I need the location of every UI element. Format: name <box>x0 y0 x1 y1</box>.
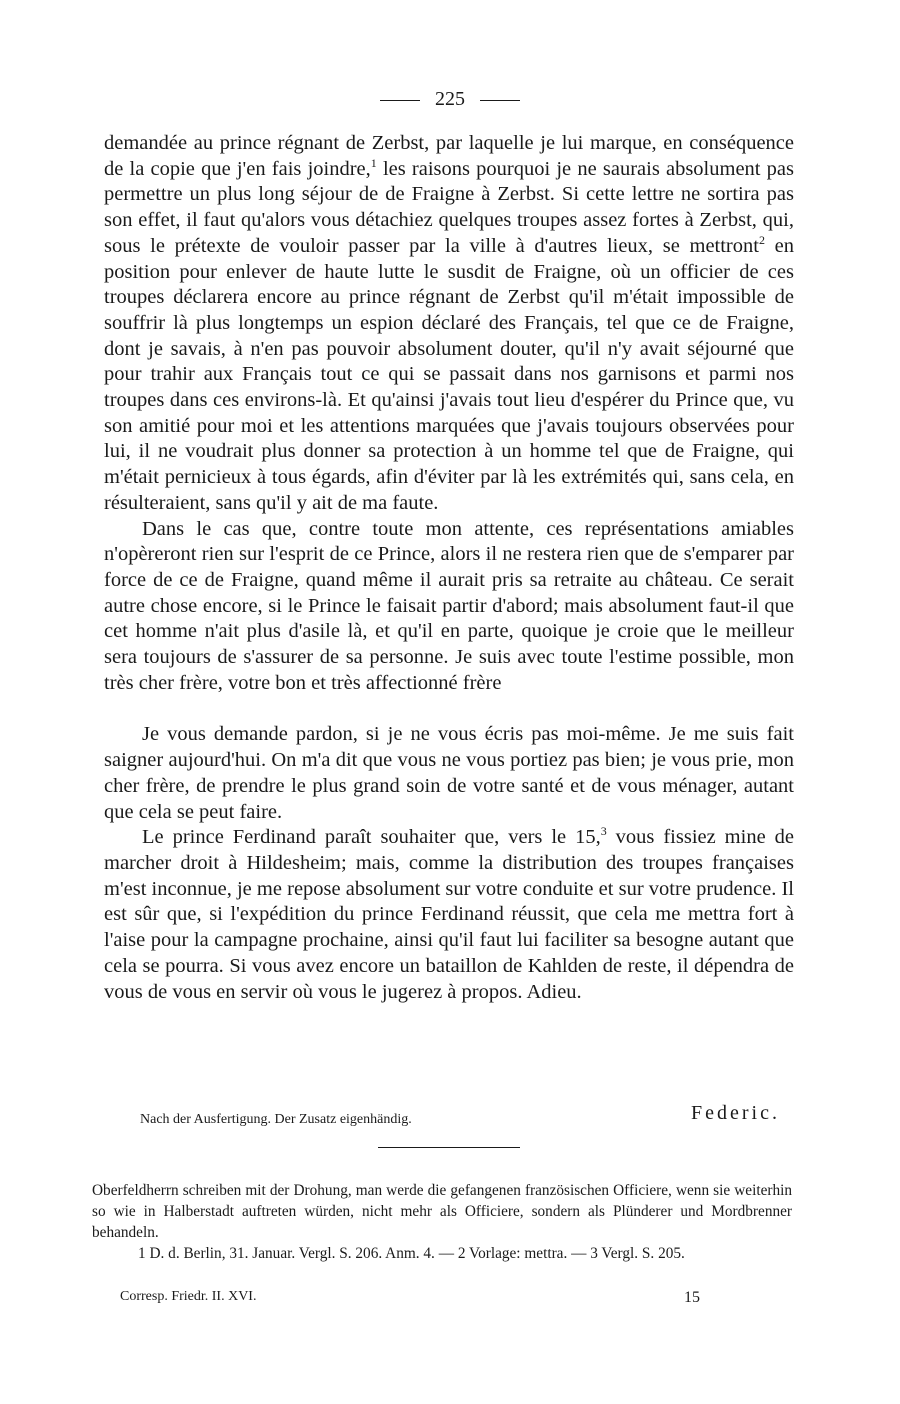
paragraph-2: Dans le cas que, contre toute mon attente, ces représentations amiables n'opèreront rien sur l'esprit de ce Prince, alors il ne restera rien que de s'emparer par force de ce de Fraigne, quand même il aurait pris sa retraite au château. Ce serait autre chose encore, si le Prince le faisait partir d'abord; mais absolument faut-il que cet homme n'ait plus d'asile là, et qu'il en parte, quoique je croie que le meilleur sera toujours de s'assurer de sa personne. Je suis avec toute l'estime possible, mon très cher frère, votre bon et très affectionné frère <box>104 517 794 694</box>
footnote-list: 1 D. d. Berlin, 31. Januar. Vergl. S. 206. Anm. 4. — 2 Vorlage: mettra. — 3 Vergl. S. 205. <box>138 1245 685 1262</box>
series-title: Corresp. Friedr. II. XVI. <box>120 1289 257 1304</box>
footnote-ref-1: 1 <box>370 155 377 170</box>
footnote-ref-3: 3 <box>600 824 607 839</box>
source-note: Nach der Ausfertigung. Der Zusatz eigenhändig. <box>140 1112 412 1127</box>
footnote-divider <box>378 1147 520 1148</box>
header-rule-left <box>380 100 420 101</box>
footnote-continued: Oberfeldherrn schreiben mit der Drohung, man werde die gefangenen französischen Officiere, wenn sie weiterhin so wie in Halberstadt auftreten würden, nicht mehr als Officiere, sondern als Plünderer und Mordbrenner behandeln. <box>92 1182 792 1241</box>
header-rule-right <box>480 100 520 101</box>
footnotes <box>92 1180 792 1264</box>
page-footer <box>120 1289 700 1305</box>
footnote-ref-2: 2 <box>758 232 765 247</box>
page-number: 225 <box>435 88 465 110</box>
paragraph-4: Le prince Ferdinand paraît souhaiter que, vers le 15,$^3$ vous fissiez mine de marcher droit à Hildesheim; mais, comme la distribution des troupes françaises m'est inconnue, je me repose absolument sur votre conduite et sur votre prudence. Il est sûr que, si l'expédition du prince Ferdinand réussit, que cela me mettra fort à l'aise pour la campagne prochaine, ainsi qu'il faut lui faciliter sa besogne autant que cela se pourra. Si vous avez encore un bataillon de Kahlden de reste, il dépendra de vous de vous en servir où vous le jugerez à propos. Adieu. <box>104 824 794 1003</box>
signature: Federic. <box>691 1102 780 1124</box>
page-header <box>0 88 900 111</box>
letter-body <box>104 131 794 1005</box>
paragraph-3: Je vous demande pardon, si je ne vous écris pas moi-même. Je me suis fait saigner aujourd'hui. On m'a dit que vous ne vous portiez pas bien; je vous prie, mon cher frère, de prendre le plus grand soin de votre santé et de vous ménager, autant que cela se peut faire. <box>104 723 794 823</box>
signature-mark: 15 <box>684 1289 700 1306</box>
paragraph-1: demandée au prince régnant de Zerbst, par laquelle je lui marque, en conséquence de la copie que j'en fais joindre,$^1$ les raisons pourquoi je ne saurais absolument pas permettre un plus long séjour de de Fraigne à Zerbst. Si cette lettre ne sortira pas son effet, il faut qu'alors vous détachiez quelques troupes assez fortes à Zerbst, qui, sous le prétexte de vouloir passer par la ville à d'autres lieux, se mettront$^2$ en position pour enlever de haute lutte le susdit de Fraigne, où un officier de ces troupes déclarera encore au prince régnant de Zerbst qu'il m'était impossible de souffrir là plus longtemps un espion déclaré des Français, tel que ce de Fraigne, dont je savais, à n'en pas pouvoir absolument douter, qu'il n'y avait séjourné que pour trahir aux Français tout ce qui se passait dans nos garnisons et parmi nos troupes dans ces environs-là. Et qu'ainsi j'avais tout lieu d'espérer du Prince que, vu son amitié pour moi et les attentions marquées que j'avais toujours observées pour lui, il ne voudrait plus donner sa protection à un homme tel que de Fraigne, qui m'était pernicieux à tous égards, afin d'éviter par là les extrémités qui, sans cela, en résulteraient, sans qu'il y ait de ma faute. <box>104 132 794 514</box>
